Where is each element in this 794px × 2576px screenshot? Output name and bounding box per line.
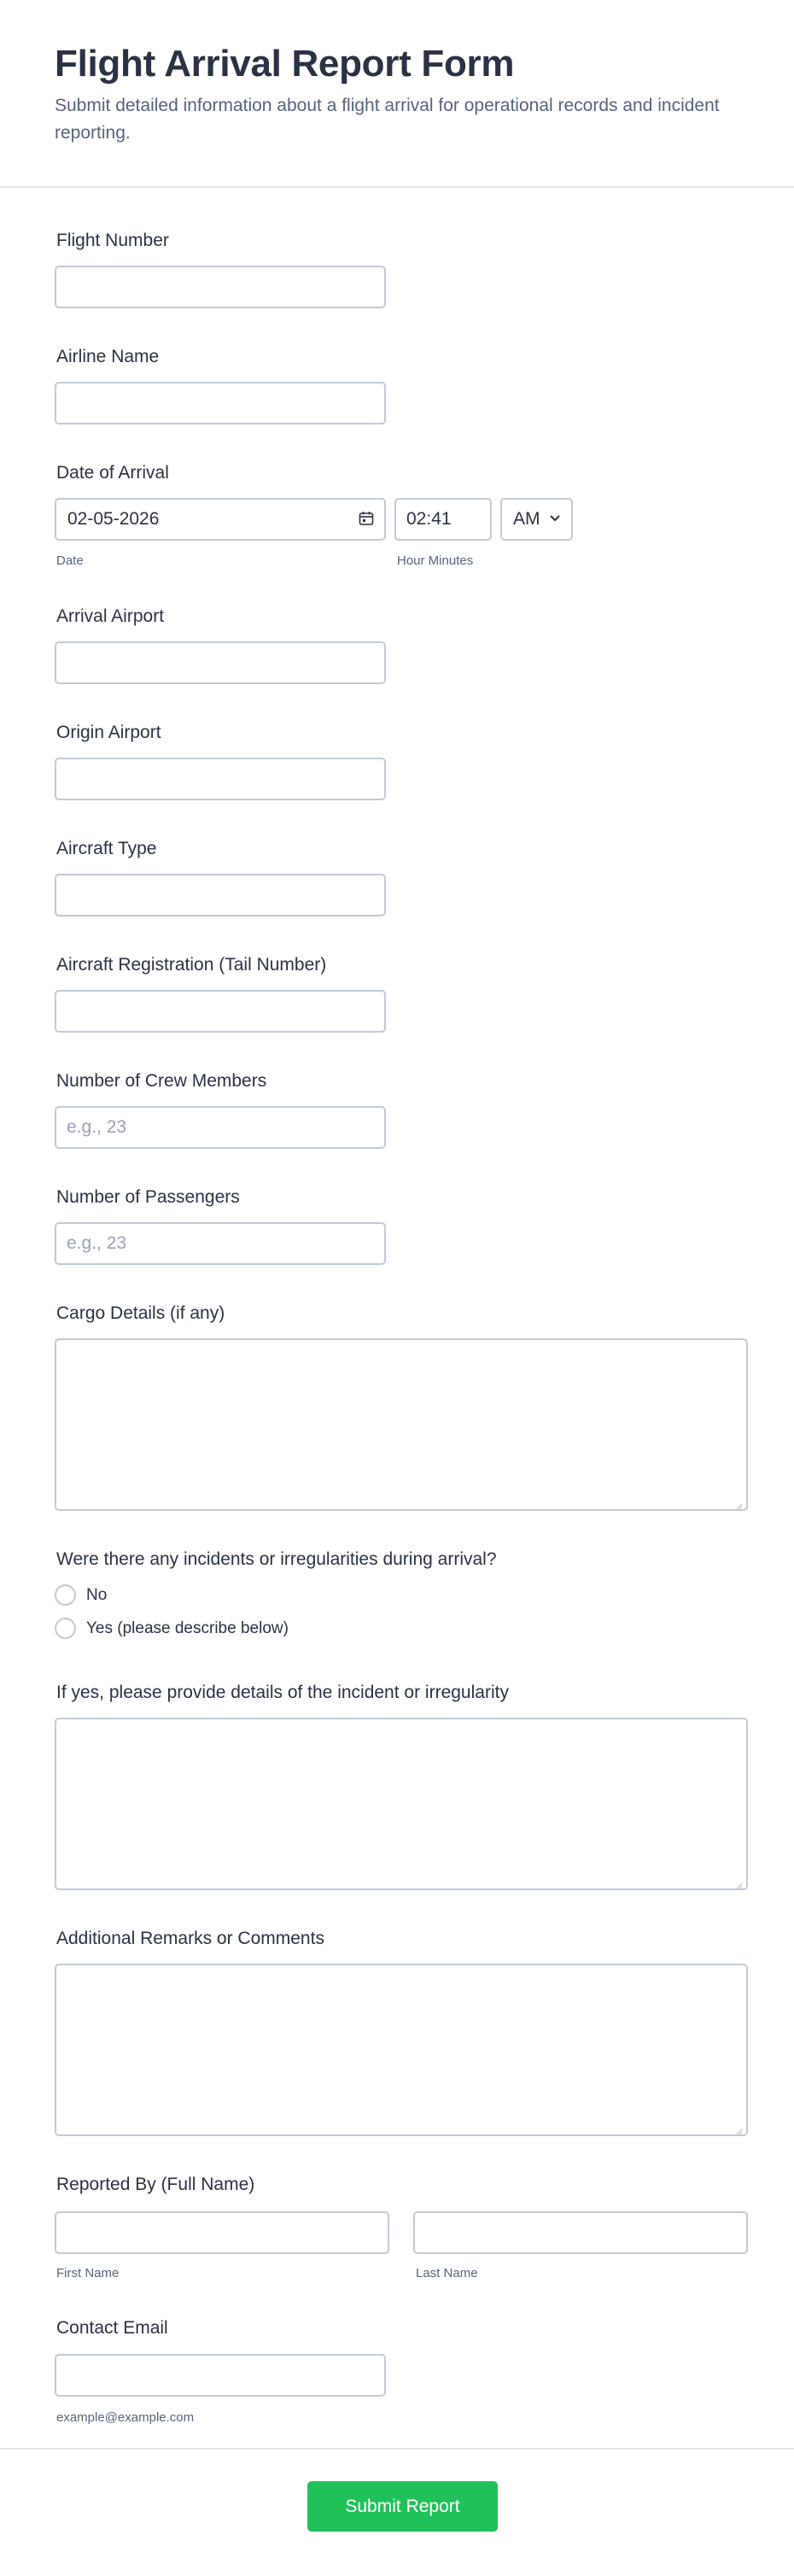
aircraft-registration-label: Aircraft Registration (Tail Number) (56, 955, 327, 975)
ampm-select[interactable] (500, 498, 573, 541)
resize-handle-icon[interactable] (736, 1499, 743, 1506)
time-sublabel: Hour Minutes (397, 553, 474, 568)
radio-button[interactable] (55, 1584, 76, 1606)
form-title: Flight Arrival Report Form (55, 43, 515, 85)
cargo-details-textarea[interactable] (55, 1338, 748, 1511)
incident-option-label: Yes (please describe below) (86, 1619, 289, 1637)
remarks-textarea[interactable] (55, 1964, 748, 2136)
time-input[interactable] (394, 498, 492, 541)
airline-name-label: Airline Name (56, 347, 160, 366)
flight-number-input[interactable] (55, 266, 386, 308)
contact-email-label: Contact Email (56, 2318, 168, 2338)
aircraft-registration-input[interactable] (55, 990, 386, 1033)
crew-members-input[interactable] (55, 1106, 386, 1149)
incident-option-no[interactable] (55, 1584, 107, 1606)
incident-option-yes[interactable] (55, 1618, 289, 1639)
last-name-input[interactable] (413, 2211, 748, 2254)
radio-button[interactable] (55, 1618, 76, 1639)
passengers-placeholder: e.g., 23 (67, 1233, 127, 1253)
date-of-arrival-label: Date of Arrival (56, 463, 169, 483)
crew-members-placeholder: e.g., 23 (67, 1117, 127, 1137)
cargo-details-label: Cargo Details (if any) (56, 1303, 225, 1323)
passengers-input[interactable] (55, 1222, 386, 1265)
resize-handle-icon[interactable] (736, 1878, 743, 1885)
incident-details-textarea[interactable] (55, 1718, 748, 1890)
incident-option-label: No (86, 1585, 108, 1604)
date-sublabel: Date (56, 553, 84, 568)
time-value: 02:41 (406, 509, 452, 529)
date-value: 02-05-2026 (67, 509, 160, 529)
crew-members-label: Number of Crew Members (56, 1071, 267, 1091)
passengers-label: Number of Passengers (56, 1187, 240, 1207)
incident-details-label: If yes, please provide details of the incident or irregularity (56, 1683, 509, 1702)
reported-by-label: Reported By (Full Name) (56, 2175, 255, 2194)
ampm-value: AM (513, 509, 540, 529)
aircraft-type-input[interactable] (55, 874, 386, 916)
aircraft-type-label: Aircraft Type (56, 839, 157, 858)
flight-number-label: Flight Number (56, 231, 169, 250)
arrival-airport-input[interactable] (55, 641, 386, 684)
last-name-sublabel: Last Name (416, 2266, 478, 2280)
first-name-input[interactable] (55, 2211, 389, 2254)
form-subtitle: Submit detailed information about a flight arrival for operational records and incident reporting. (55, 96, 720, 143)
arrival-airport-label: Arrival Airport (56, 606, 165, 626)
first-name-sublabel: First Name (56, 2266, 120, 2280)
resize-handle-icon[interactable] (736, 2124, 743, 2131)
airline-name-input[interactable] (55, 382, 386, 424)
submit-button[interactable]: Submit Report (307, 2481, 498, 2532)
incidents-label: Were there any incidents or irregularities during arrival? (56, 1549, 497, 1569)
calendar-icon[interactable] (359, 511, 374, 531)
contact-email-sublabel: example@example.com (56, 2410, 195, 2425)
date-input[interactable] (55, 498, 386, 541)
remarks-label: Additional Remarks or Comments (56, 1929, 324, 1948)
origin-airport-label: Origin Airport (56, 723, 161, 742)
origin-airport-input[interactable] (55, 758, 386, 800)
form-header (0, 0, 794, 188)
contact-email-input[interactable] (55, 2354, 386, 2397)
